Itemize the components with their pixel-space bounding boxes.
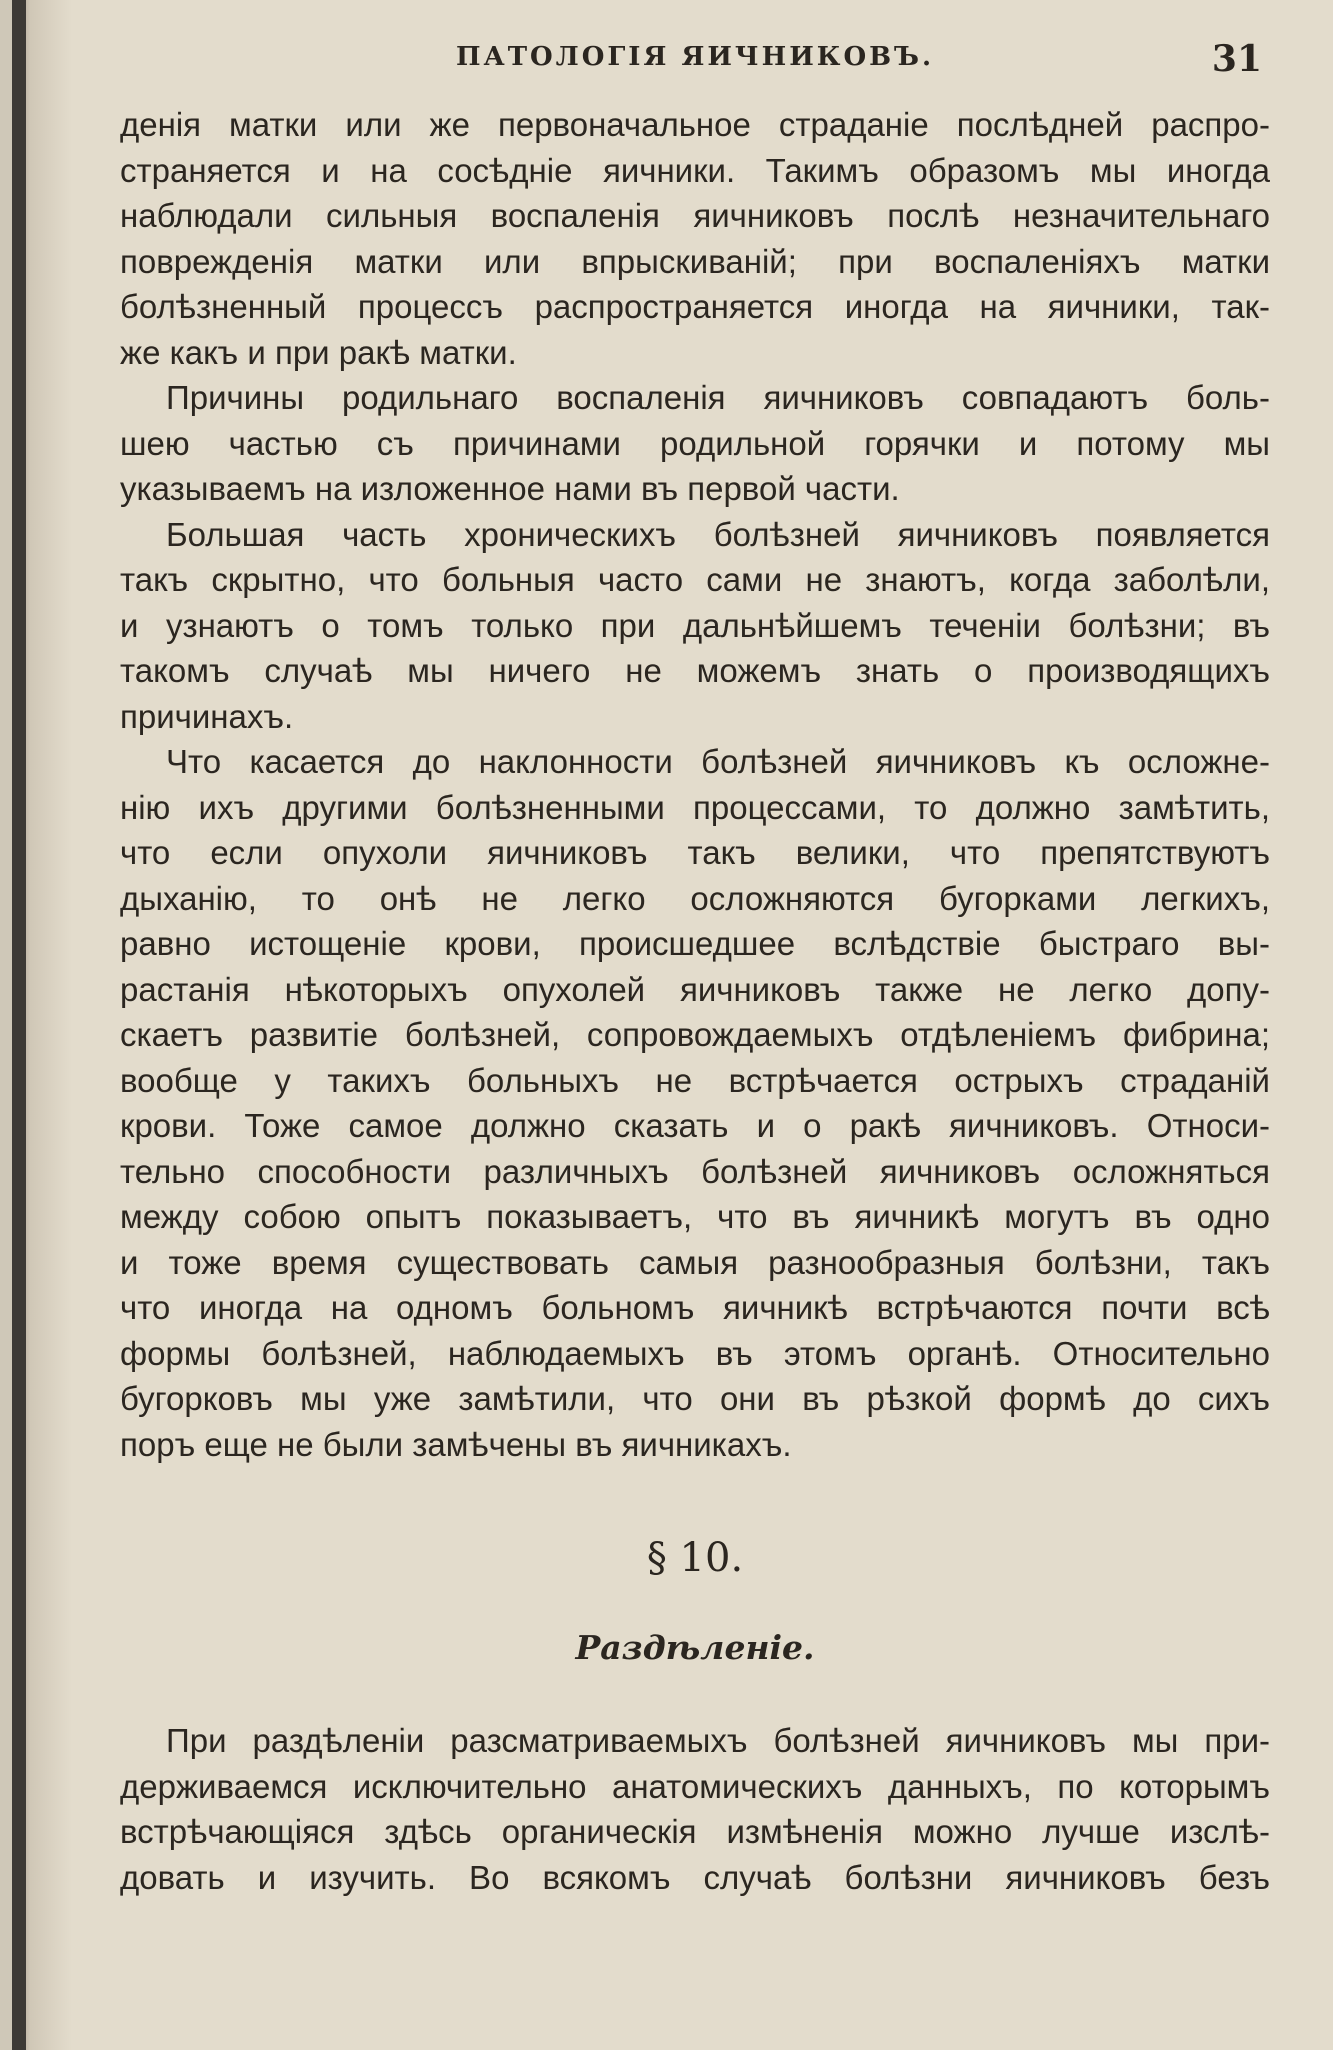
text-line: равно истощеніе крови, происшедшее вслѣдствіе быстраго вы- [120,925,1270,962]
text-line: шею частью съ причинами родильной горячки и потому мы [120,424,1270,462]
text-line: довать и изучить. Во всякомъ случаѣ болѣзни яичниковъ безъ [120,1858,1270,1896]
text-line: крови. Тоже самое должно сказать и о ракѣ яичниковъ. Относи- [120,1107,1270,1144]
text-line: дыханію, то онѣ не легко осложняются бугорками легкихъ, [120,879,1270,917]
section-title: Раздѣленіе. [575,1628,815,1667]
text-line: формы болѣзней, наблюдаемыхъ въ этомъ органѣ. Относительно [120,1334,1270,1372]
section-text [120,1718,1270,1900]
text-line: между собою опытъ показываетъ, что въ яичникѣ могутъ въ одно [120,1198,1270,1235]
section-number: § 10. [646,1535,744,1581]
text-line: такъ скрытно, что больныя часто сами не знаютъ, когда заболѣли, [120,561,1270,598]
text-line: вообще у такихъ больныхъ не встрѣчается острыхъ страданій [120,1061,1270,1099]
text-line: такомъ случаѣ мы ничего не можемъ знать о производящихъ [120,652,1270,689]
text-line: поврежденія матки или впрыскиваній; при воспаленіяхъ матки [120,242,1270,280]
text-line: поръ еще не были замѣчены въ яичникахъ. [120,1425,792,1463]
text-line: скаетъ развитіе болѣзней, сопровождаемыхъ отдѣленіемъ фибрина; [120,1016,1270,1053]
running-head: ПАТОЛОГІЯ ЯИЧНИКОВЪ. [455,42,935,72]
text-line: же какъ и при ракѣ матки. [120,333,517,371]
text-line: указываемъ на изложенное нами въ первой части. [120,470,900,507]
text-line: нію ихъ другими болѣзненными процессами, то должно замѣтить, [120,788,1270,826]
text-line: При раздѣленіи разсматриваемыхъ болѣзней яичниковъ мы при- [166,1722,1270,1759]
text-line: встрѣчающіяся здѣсь органическія измѣненія можно лучше изслѣ- [120,1813,1270,1850]
text-line: Причины родильнаго воспаленія яичниковъ совпадаютъ боль- [166,379,1270,416]
text-line: болѣзненный процессъ распространяется иногда на яичники, так- [120,288,1270,325]
text-line: причинахъ. [120,697,294,735]
text-line: держиваемся исключительно анатомическихъ данныхъ, по которымъ [120,1767,1270,1805]
book-spine [12,0,26,2050]
text-line: страняется и на сосѣдніе яичники. Такимъ образомъ мы иногда [120,151,1270,189]
page-header [120,38,1270,78]
text-line: Что касается до наклонности болѣзней яичниковъ къ осложне- [166,743,1270,780]
text-line: Большая часть хроническихъ болѣзней яичниковъ появляется [166,515,1270,553]
text-line: тельно способности различныхъ болѣзней яичниковъ осложняться [120,1152,1270,1190]
text-line: что если опухоли яичниковъ такъ велики, что препятствуютъ [120,834,1270,871]
text-line: бугорковъ мы уже замѣтили, что они въ рѣзкой формѣ до сихъ [120,1380,1270,1417]
page-number: 31 [1211,38,1262,80]
text-line: растанія нѣкоторыхъ опухолей яичниковъ также не легко допу- [120,970,1270,1008]
text-line: что иногда на одномъ больномъ яичникѣ встрѣчаются почти всѣ [120,1289,1270,1326]
text-line: наблюдали сильныя воспаленія яичниковъ послѣ незначительнаго [120,197,1270,234]
main-text [120,102,1270,1467]
text-line: денія матки или же первоначальное страданіе послѣдней распро- [120,106,1270,143]
text-line: и тоже время существовать самыя разнообразныя болѣзни, такъ [120,1243,1270,1281]
text-line: и узнаютъ о томъ только при дальнѣйшемъ теченіи болѣзни; въ [120,606,1270,644]
